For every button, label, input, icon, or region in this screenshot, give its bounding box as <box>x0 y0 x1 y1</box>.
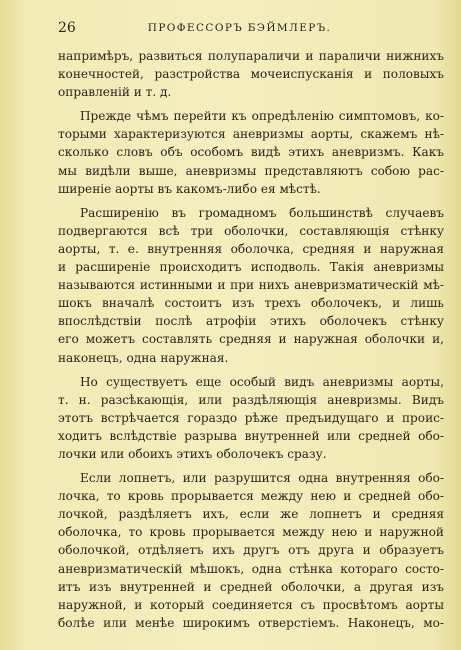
text-line: его можетъ составлять средняя и наружная оболочки и, <box>58 332 444 347</box>
text-line: ширеніе аорты въ какомъ-либо ея мѣстѣ. <box>58 181 321 196</box>
text-line: Расширенію въ громадномъ большинствѣ случаевъ <box>80 205 444 220</box>
text-line: лочка, то кровь прорывается между нею и средней обо- <box>58 489 444 504</box>
text-line: болѣе или менѣе широкимъ отверстіемъ. Наконецъ, мо- <box>58 615 444 630</box>
text-line: наконецъ, одна наружная. <box>58 350 229 365</box>
text-line: шокъ вначалѣ состоитъ изъ трехъ оболочекъ, и лишь <box>58 296 444 311</box>
text-line: оболочка, то кровь прорывается между нею и наружной <box>58 525 444 540</box>
text-line: Если лопнетъ, или разрушится одна внутренняя обо- <box>80 471 444 486</box>
running-head: ПРОФЕССОРЪ БЭЙМЛЕРЪ. <box>147 22 332 34</box>
text-line: называются истинными и при нихъ аневризматическій мѣ- <box>58 278 444 293</box>
text-line: сколько словъ объ особомъ видѣ этихъ аневризмъ. Какъ <box>58 145 444 160</box>
text-line: подвергаются всѣ три оболочки, составляющія стѣнку <box>58 223 444 238</box>
text-line: наружной, и который соединяется съ просвѣтомъ аорты <box>58 597 444 612</box>
text-line: Но существуетъ еще особый видъ аневризмы аорты, <box>80 374 444 389</box>
text-line: впослѣдствіи послѣ атрофіи этихъ оболочекъ стѣнку <box>58 314 444 329</box>
text-line: аневризматическій мѣшокъ, одна стѣнка котораго состо- <box>58 561 444 576</box>
text-line: аорты, т. е. внутренняя оболочка, средняя и наружная <box>58 241 444 256</box>
text-line: ходитъ вслѣдствіе разрыва внутренней или средней обо- <box>58 428 444 443</box>
text-line: итъ изъ внутренней и средней оболочки, а другая изъ <box>58 579 444 594</box>
page-number: 26 <box>58 20 76 36</box>
text-line: т. н. разсѣкающія, или раздѣляющія аневризмы. Видъ <box>58 392 444 407</box>
text-line: торыми характеризуются аневризмы аорты, скажемъ нѣ- <box>58 127 444 142</box>
text-line: напримѣръ, развиться полупараличи и параличи нижнихъ <box>58 49 444 63</box>
text-line: этотъ встрѣчается гораздо рѣже предъидущаго и проис- <box>58 410 444 425</box>
text-line: конечностей, разстройства мочеиспусканія и половыхъ <box>58 67 444 82</box>
text-line: оправленій и т. д. <box>58 85 172 100</box>
text-line: лочки или обоихъ этихъ оболочекъ сразу. <box>58 446 327 461</box>
text-line: и расширеніе происходитъ исподволь. Такія аневризмы <box>58 260 444 275</box>
text-line: мы видѣли выше, аневризмы представляютъ собою рас- <box>58 163 444 178</box>
body-text <box>58 47 444 632</box>
text-line: оболочкой, отдѣляетъ ихъ другъ отъ друга и образуетъ <box>58 543 444 558</box>
page-header <box>58 20 421 40</box>
text-line: Прежде чѣмъ перейти къ опредѣленію симптомовъ, ко- <box>80 109 444 124</box>
text-line: лочкой, раздѣляетъ ихъ, если же лопнетъ и средняя <box>58 507 444 522</box>
